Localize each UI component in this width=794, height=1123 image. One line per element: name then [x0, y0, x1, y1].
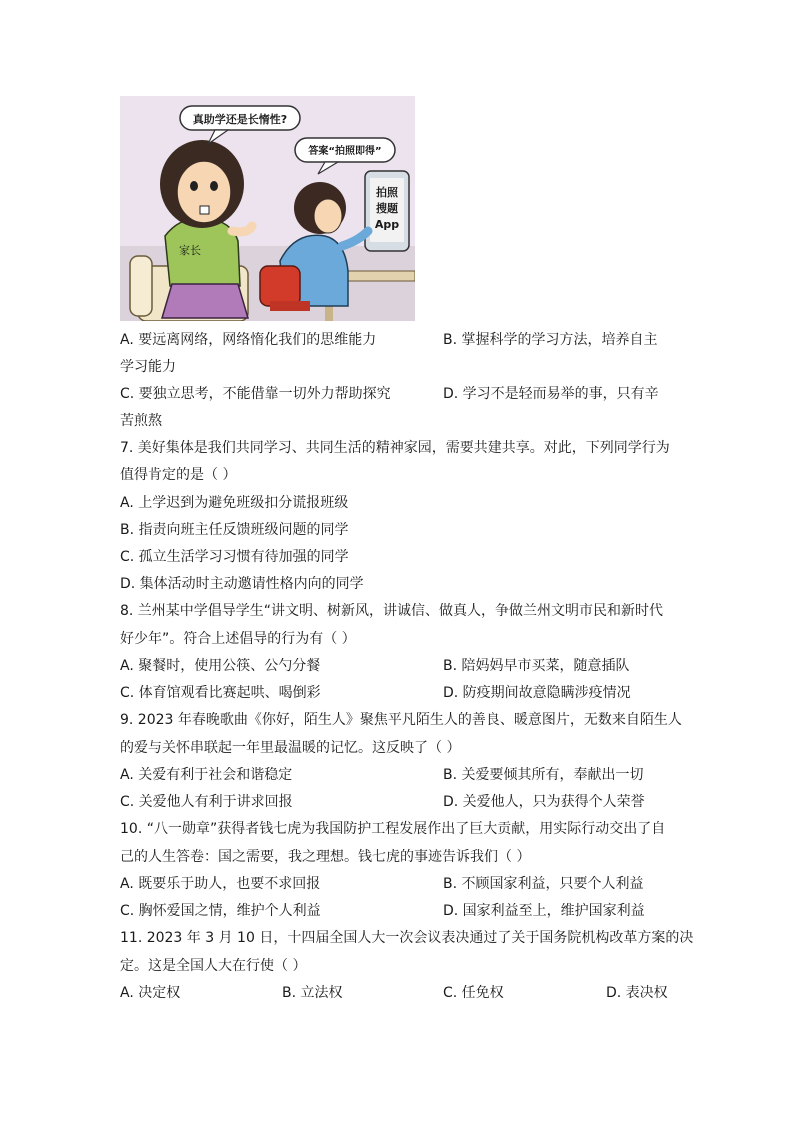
- q10-stem-line2: 己的人生答卷：国之需要，我之理想。钱七虎的事迹告诉我们（ ）: [120, 849, 531, 865]
- app-sign-line3: App: [374, 218, 400, 231]
- q8-option-a: A. 聚餐时，使用公筷、公勺分餐: [120, 658, 321, 674]
- q10-option-a: A. 既要乐于助人，也要不求回报: [120, 876, 321, 892]
- q6-option-d: D. 学习不是轻而易举的事，只有辛: [443, 386, 659, 402]
- q7-option-c: C. 孤立生活学习习惯有待加强的同学: [120, 549, 349, 565]
- app-sign-line1: 拍照: [376, 186, 398, 199]
- q11-option-d: D. 表决权: [606, 985, 668, 1001]
- q9-option-c: C. 关爱他人有利于讲求回报: [120, 794, 293, 810]
- q8-option-d: D. 防疫期间故意隐瞒涉疫情况: [443, 685, 631, 701]
- q10-option-d: D. 国家利益至上，维护国家利益: [443, 903, 645, 919]
- q11-option-a: A. 决定权: [120, 985, 181, 1001]
- cartoon-illustration: [120, 96, 415, 321]
- app-sign-line2: 搜题: [376, 202, 398, 215]
- parent-label: 家长: [179, 244, 201, 257]
- q6-option-a: A. 要远离网络，网络惰化我们的思维能力: [120, 332, 377, 348]
- q11-option-b: B. 立法权: [282, 985, 343, 1001]
- q9-option-a: A. 关爱有利于社会和谐稳定: [120, 767, 293, 783]
- q8-option-b: B. 陪妈妈早市买菜，随意插队: [443, 658, 630, 674]
- q7-stem-line1: 7. 美好集体是我们共同学习、共同生活的精神家园，需要共建共享。对此，下列同学行为: [120, 440, 670, 456]
- q7-option-d: D. 集体活动时主动邀请性格内向的同学: [120, 576, 364, 592]
- q8-stem-line1: 8. 兰州某中学倡导学生“讲文明、树新风，讲诚信、做真人，争做兰州文明市民和新时代: [120, 603, 664, 619]
- q11-option-c: C. 任免权: [443, 985, 504, 1001]
- q9-stem-line1: 9. 2023 年春晚歌曲《你好，陌生人》聚焦平凡陌生人的善良、暖意图片，无数来自陌生人: [120, 712, 682, 728]
- q6-option-c: C. 要独立思考，不能借靠一切外力帮助探究: [120, 386, 391, 402]
- q7-stem-line2: 值得肯定的是（ ）: [120, 467, 237, 483]
- q6-option-b-continued: 学习能力: [120, 359, 176, 375]
- q7-option-a: A. 上学迟到为避免班级扣分谎报班级: [120, 495, 349, 511]
- q9-stem-line2: 的爱与关怀串联起一年里最温暖的记忆。这反映了（ ）: [120, 740, 461, 756]
- q8-stem-line2: 好少年”。符合上述倡导的行为有（ ）: [120, 631, 356, 647]
- q7-option-b: B. 指责向班主任反馈班级问题的同学: [120, 522, 349, 538]
- q9-option-b: B. 关爱要倾其所有，奉献出一切: [443, 767, 644, 783]
- q6-option-b: B. 掌握科学的学习方法，培养自主: [443, 332, 658, 348]
- q10-option-b: B. 不顾国家利益，只要个人利益: [443, 876, 644, 892]
- q6-option-d-continued: 苦煎熬: [120, 413, 162, 429]
- q10-option-c: C. 胸怀爱国之情，维护个人利益: [120, 903, 321, 919]
- q10-stem-line1: 10. “八一勋章”获得者钱七虎为我国防护工程发展作出了巨大贡献，用实际行动交出了自: [120, 821, 666, 837]
- q8-option-c: C. 体育馆观看比赛起哄、喝倒彩: [120, 685, 321, 701]
- q11-stem-line1: 11. 2023 年 3 月 10 日，十四届全国人大一次会议表决通过了关于国务院机构改革方案的决: [120, 930, 694, 946]
- bubble-answer: 答案“拍照即得”: [308, 146, 382, 157]
- q9-option-d: D. 关爱他人，只为获得个人荣誉: [443, 794, 645, 810]
- bubble-question: 真助学还是长惰性?: [192, 113, 288, 126]
- q11-stem-line2: 定。这是全国人大在行使（ ）: [120, 958, 307, 974]
